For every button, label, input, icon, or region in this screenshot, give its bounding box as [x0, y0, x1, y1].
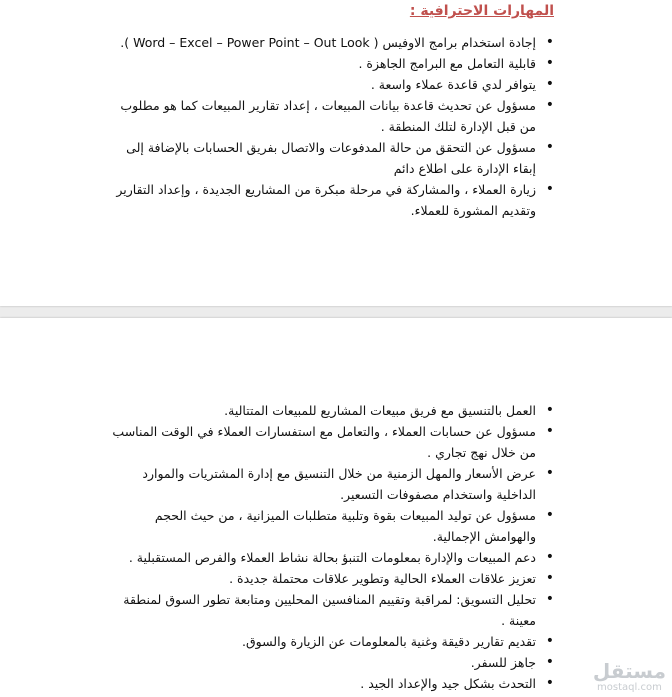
section-heading: المهارات الاحترافية :	[409, 3, 554, 19]
list-item: • إجادة استخدام برامج الاوفيس ( Word – Excel – Power Point – Out Look ).	[104, 32, 554, 53]
list-item: • يتوافر لدي قاعدة عملاء واسعة .	[104, 74, 554, 95]
list-item: • زيارة العملاء ، والمشاركة في مرحلة مبكرة من المشاريع الجديدة ، وإعداد التقارير وتقديم المشورة للعملاء.	[104, 179, 554, 221]
list-item: • التحدث بشكل جيد والإعداد الجيد .	[104, 673, 554, 694]
watermark	[593, 660, 666, 693]
document-page-2	[0, 318, 672, 697]
list-item: • قابلية التعامل مع البرامج الجاهزة .	[104, 53, 554, 74]
document-page-1	[0, 0, 672, 306]
list-item: • تقديم تقارير دقيقة وغنية بالمعلومات عن الزيارة والسوق.	[104, 631, 554, 652]
list-item: • دعم المبيعات والإدارة بمعلومات التنبؤ بحالة نشاط العملاء والفرص المستقبلية .	[104, 547, 554, 568]
list-item: • عرض الأسعار والمهل الزمنية من خلال التنسيق مع إدارة المشتريات والموارد الداخلية واستخدام مصفوفات التسعير.	[104, 463, 554, 505]
skills-list	[104, 32, 554, 221]
watermark-url: mostaql.com	[597, 682, 662, 693]
list-item: • العمل بالتنسيق مع فريق مبيعات المشاريع للمبيعات المتتالية.	[104, 400, 554, 421]
list-item: • مسؤول عن تحديث قاعدة بيانات المبيعات ، إعداد تقارير المبيعات كما هو مطلوب من قبل الإدارة لتلك المنطقة .	[104, 95, 554, 137]
list-item: • مسؤول عن حسابات العملاء ، والتعامل مع استفسارات العملاء في الوقت المناسب من خلال نهج تجاري .	[104, 421, 554, 463]
duties-list	[104, 400, 554, 694]
list-item: • تحليل التسويق: لمراقبة وتقييم المنافسين المحليين ومتابعة تطور السوق لمنطقة معينة .	[104, 589, 554, 631]
watermark-logo: مستقل	[592, 659, 666, 683]
list-item: • جاهز للسفر.	[104, 652, 554, 673]
list-item: • مسؤول عن توليد المبيعات بقوة وتلبية متطلبات الميزانية ، من حيث الحجم والهوامش الإجمالية.	[104, 505, 554, 547]
list-item: • مسؤول عن التحقق من حالة المدفوعات والاتصال بفريق الحسابات بالإضافة إلى إبقاء الإدارة على اطلاع دائم	[104, 137, 554, 179]
list-item: • تعزيز علاقات العملاء الحالية وتطوير علاقات محتملة جديدة .	[104, 568, 554, 589]
